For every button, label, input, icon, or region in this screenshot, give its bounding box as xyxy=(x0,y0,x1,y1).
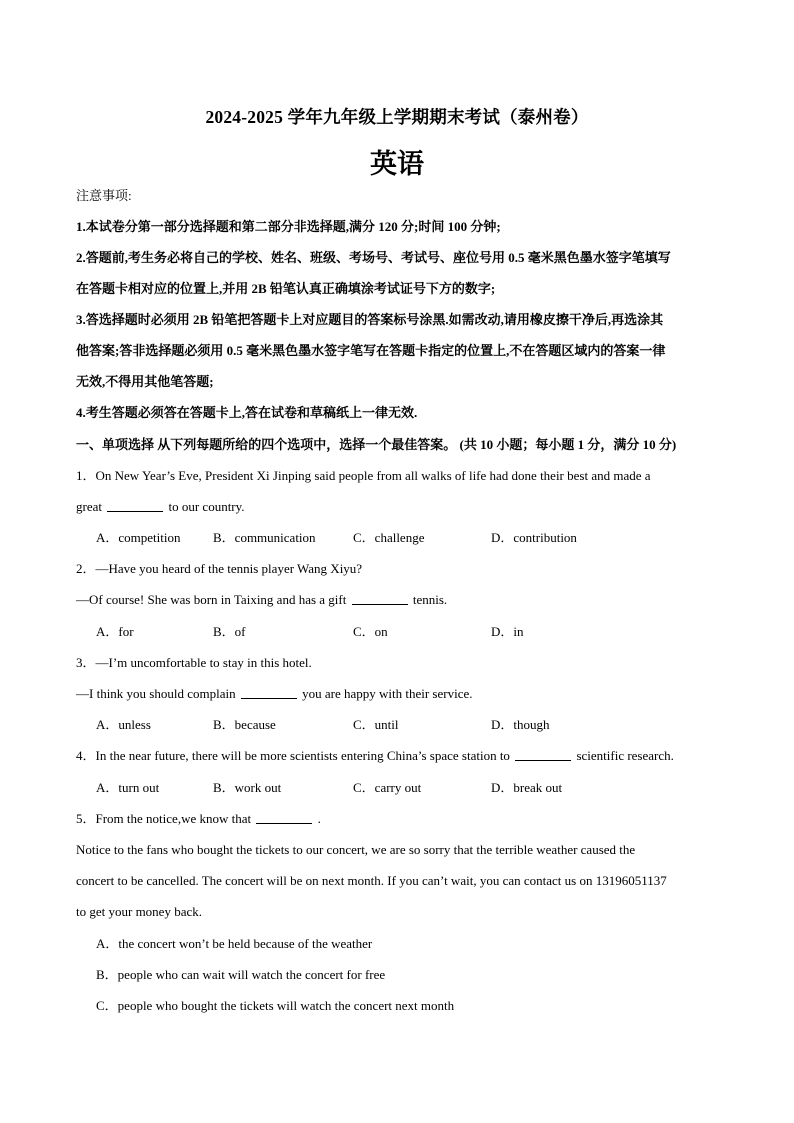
q3-option-b: B．because xyxy=(213,717,276,732)
q5-option-b: B．people who can wait will watch the concert for free xyxy=(96,967,386,982)
q1-text-post: to our country. xyxy=(168,499,245,514)
q1-option-a: A．competition xyxy=(96,530,181,545)
q1-stem: 1．On New Year’s Eve, President Xi Jinping said people from all walks of life had done their best and made a xyxy=(76,468,651,483)
q3-blank xyxy=(241,686,297,699)
q2-option-c: C．on xyxy=(353,624,388,639)
q1-option-c: C．challenge xyxy=(353,530,425,545)
exam-title: 2024-2025 学年九年级上学期期末考试（泰州卷） xyxy=(205,107,589,127)
q2-stem: 2．—Have you heard of the tennis player Wang Xiyu? xyxy=(76,561,363,576)
q5-option-c: C．people who bought the tickets will watch the concert next month xyxy=(96,998,455,1013)
q4-text-post: scientific research. xyxy=(576,748,674,763)
q2-option-a: A．for xyxy=(96,624,134,639)
notice-item-2-cont: 在答题卡相对应的位置上,并用 2B 铅笔认真正确填涂考试证号下方的数字; xyxy=(76,281,496,296)
q2-option-b: B．of xyxy=(213,624,246,639)
q1-stem-cont xyxy=(76,498,245,516)
q4-blank xyxy=(515,748,571,761)
q2-stem-cont xyxy=(76,591,447,609)
q5-text-post: . xyxy=(317,811,321,826)
notice-item-2: 2.答题前,考生务必将自己的学校、姓名、班级、考场号、考试号、座位号用 0.5 毫米黑色墨水签字笔填写 xyxy=(76,250,671,265)
q5-passage-line-3: to get your money back. xyxy=(76,904,202,919)
q1-option-b: B．communication xyxy=(213,530,316,545)
q2-text-post: tennis. xyxy=(412,592,448,607)
q5-text-pre: 5．From the notice,we know that xyxy=(76,811,252,826)
q4-option-d: D．break out xyxy=(491,780,563,795)
q3-option-a: A．unless xyxy=(96,717,151,732)
q3-option-d: D．though xyxy=(491,717,550,732)
q5-option-a: A．the concert won’t be held because of the weather xyxy=(96,936,373,951)
q5-blank xyxy=(256,811,312,824)
q4-stem xyxy=(76,747,674,765)
q2-text-pre: —Of course! She was born in Taixing and has a gift xyxy=(76,592,347,607)
q5-passage-line-1: Notice to the fans who bought the tickets to our concert, we are so sorry that the terrible weather caused the xyxy=(76,842,636,857)
q4-option-a: A．turn out xyxy=(96,780,160,795)
q5-passage-line-2: concert to be cancelled. The concert will be on next month. If you can’t wait, you can contact us on 13196051137 xyxy=(76,873,667,888)
q4-option-c: C．carry out xyxy=(353,780,422,795)
notice-item-4: 4.考生答题必须答在答题卡上,答在试卷和草稿纸上一律无效. xyxy=(76,405,418,420)
notice-item-3-cont2: 无效,不得用其他笔答题; xyxy=(76,374,214,389)
q3-stem-cont xyxy=(76,685,473,703)
q4-text-pre: 4．In the near future, there will be more scientists entering China’s space station to xyxy=(76,748,510,763)
notice-item-3: 3.答选择题时必须用 2B 铅笔把答题卡上对应题目的答案标号涂黑.如需改动,请用橡皮擦干净后,再选涂其 xyxy=(76,312,664,327)
q3-text-post: you are happy with their service. xyxy=(302,686,473,701)
notice-item-3-cont: 他答案;答非选择题必须用 0.5 毫米黑色墨水签字笔写在答题卡指定的位置上,不在答题区域内的答案一律 xyxy=(76,343,666,358)
q1-text-pre: great xyxy=(76,499,102,514)
q1-blank xyxy=(107,499,163,512)
section-heading: 一、单项选择 从下列每题所给的四个选项中，选择一个最佳答案。 (共 10 小题；每小题 1 分，满分 10 分) xyxy=(76,437,677,452)
q3-text-pre: —I think you should complain xyxy=(76,686,236,701)
subject-title: 英语 xyxy=(370,149,424,180)
notice-item-1: 1.本试卷分第一部分选择题和第二部分非选择题,满分 120 分;时间 100 分钟; xyxy=(76,219,501,234)
q3-option-c: C．until xyxy=(353,717,399,732)
q3-stem: 3．—I’m uncomfortable to stay in this hotel. xyxy=(76,655,312,670)
q1-option-d: D．contribution xyxy=(491,530,577,545)
q4-option-b: B．work out xyxy=(213,780,282,795)
q2-option-d: D．in xyxy=(491,624,524,639)
notice-heading: 注意事项: xyxy=(76,188,132,203)
q5-stem xyxy=(76,810,321,828)
q2-blank xyxy=(352,592,408,605)
